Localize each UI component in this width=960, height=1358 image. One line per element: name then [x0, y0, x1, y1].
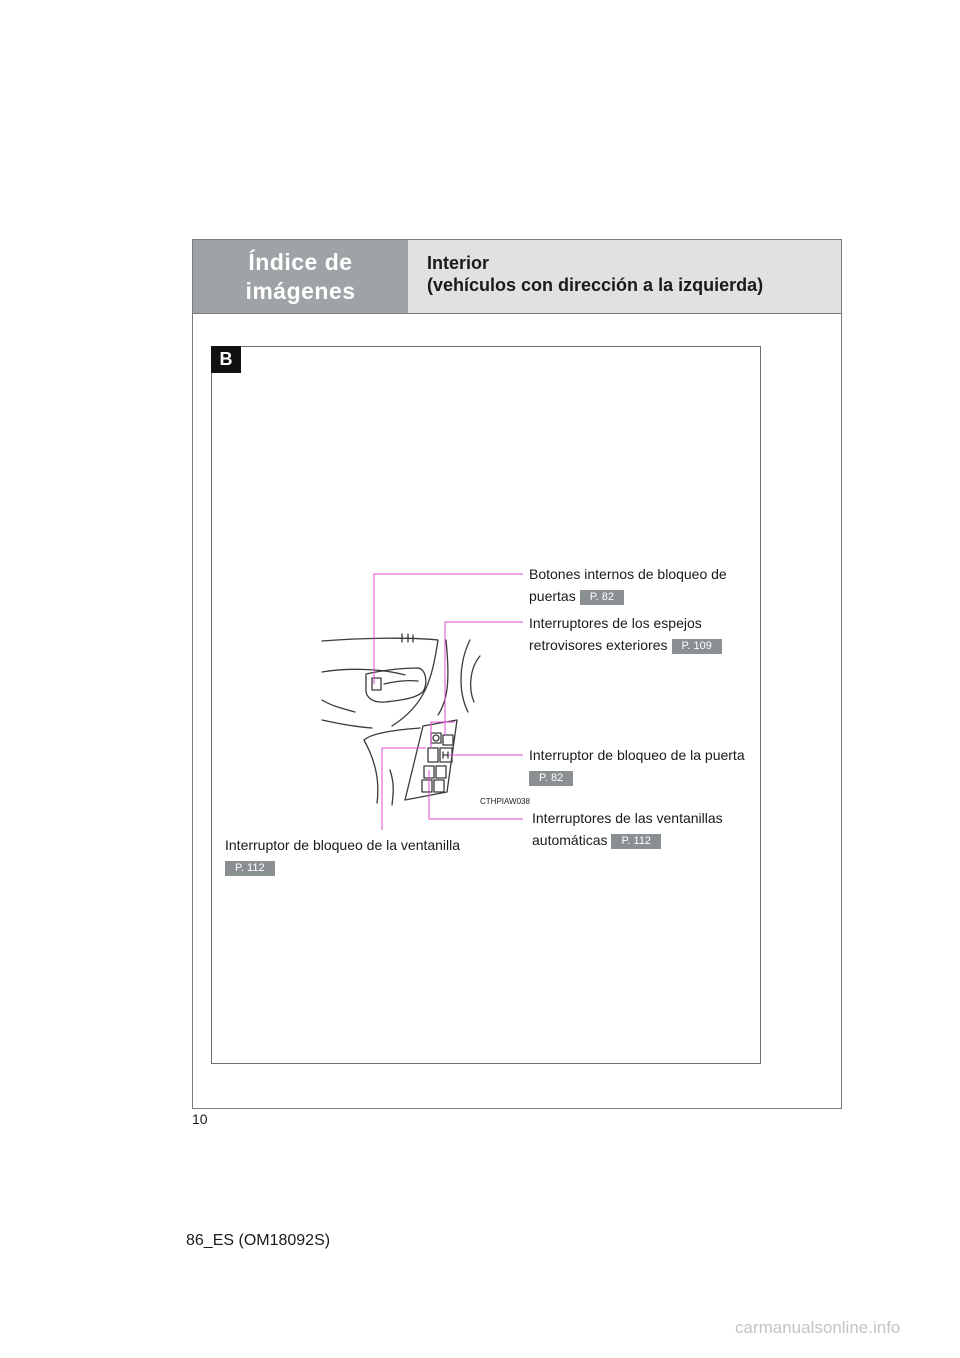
- callout-text: Interruptores de las ventanillas: [532, 810, 723, 826]
- leader-line-window-lock-switch: [382, 748, 426, 830]
- page-ref-link[interactable]: P. 109: [672, 639, 722, 654]
- figure-badge: B: [211, 346, 241, 373]
- window-switch-2: [436, 766, 446, 778]
- page-ref-link[interactable]: P. 112: [611, 834, 661, 849]
- mirror-switch-knob: [433, 735, 439, 741]
- panel-lower-line: [322, 720, 372, 728]
- handle-lever-line: [384, 681, 418, 684]
- page-ref-link[interactable]: P. 82: [529, 771, 573, 786]
- callout-window-lock-switch: [225, 834, 460, 878]
- callout-door-lock-switch: [529, 744, 745, 788]
- window-lock-glyph: [443, 752, 448, 758]
- section-title-line1: Índice de: [248, 248, 353, 275]
- page-ref-link[interactable]: P. 112: [225, 861, 275, 876]
- callout-text: automáticas: [532, 832, 608, 848]
- door-trim-top-line: [322, 638, 438, 641]
- callout-text: Interruptor de bloqueo de la puerta: [529, 747, 745, 763]
- callout-text: Botones internos de bloqueo de: [529, 566, 727, 582]
- armrest-inner-line: [390, 770, 393, 805]
- panel-side-line: [322, 700, 355, 712]
- window-switch-3: [422, 780, 432, 792]
- doc-code: 86_ES (OM18092S): [186, 1232, 331, 1249]
- mirror-select-rect: [443, 735, 453, 745]
- lock-button-shape: [372, 678, 381, 690]
- callout-text: puertas: [529, 588, 576, 604]
- mirror-housing-line: [461, 640, 470, 712]
- watermark: carmanualsonline.info: [735, 1318, 901, 1337]
- page-title-line1: Interior: [427, 253, 490, 273]
- mirror-housing-line-2: [471, 656, 480, 702]
- section-title-line2: imágenes: [245, 277, 356, 304]
- callout-text: retrovisores exteriores: [529, 637, 668, 653]
- panel-sweep-line: [392, 640, 438, 726]
- callout-text: Interruptor de bloqueo de la ventanilla: [225, 837, 461, 853]
- image-code: CTHPIAW038: [480, 797, 530, 806]
- leader-line-mirror-switches: [445, 622, 523, 735]
- leader-line-door-lock-buttons: [374, 574, 523, 684]
- window-switch-4: [434, 780, 444, 792]
- page-number: 10: [192, 1111, 208, 1127]
- page-title-line2: (vehículos con dirección a la izquierda): [427, 275, 764, 295]
- page-ref-link[interactable]: P. 82: [580, 590, 624, 605]
- callout-door-lock-buttons: [529, 563, 727, 607]
- leader-lines: [374, 574, 523, 830]
- door-lock-switch-rect: [428, 748, 438, 762]
- armrest-top-line: [364, 728, 420, 740]
- callout-text: Interruptores de los espejos: [529, 615, 702, 631]
- callout-window-switches: [532, 807, 723, 851]
- panel-sweep-line-2: [438, 640, 448, 715]
- armrest-front-line: [364, 740, 378, 803]
- callout-mirror-switches: [529, 612, 722, 656]
